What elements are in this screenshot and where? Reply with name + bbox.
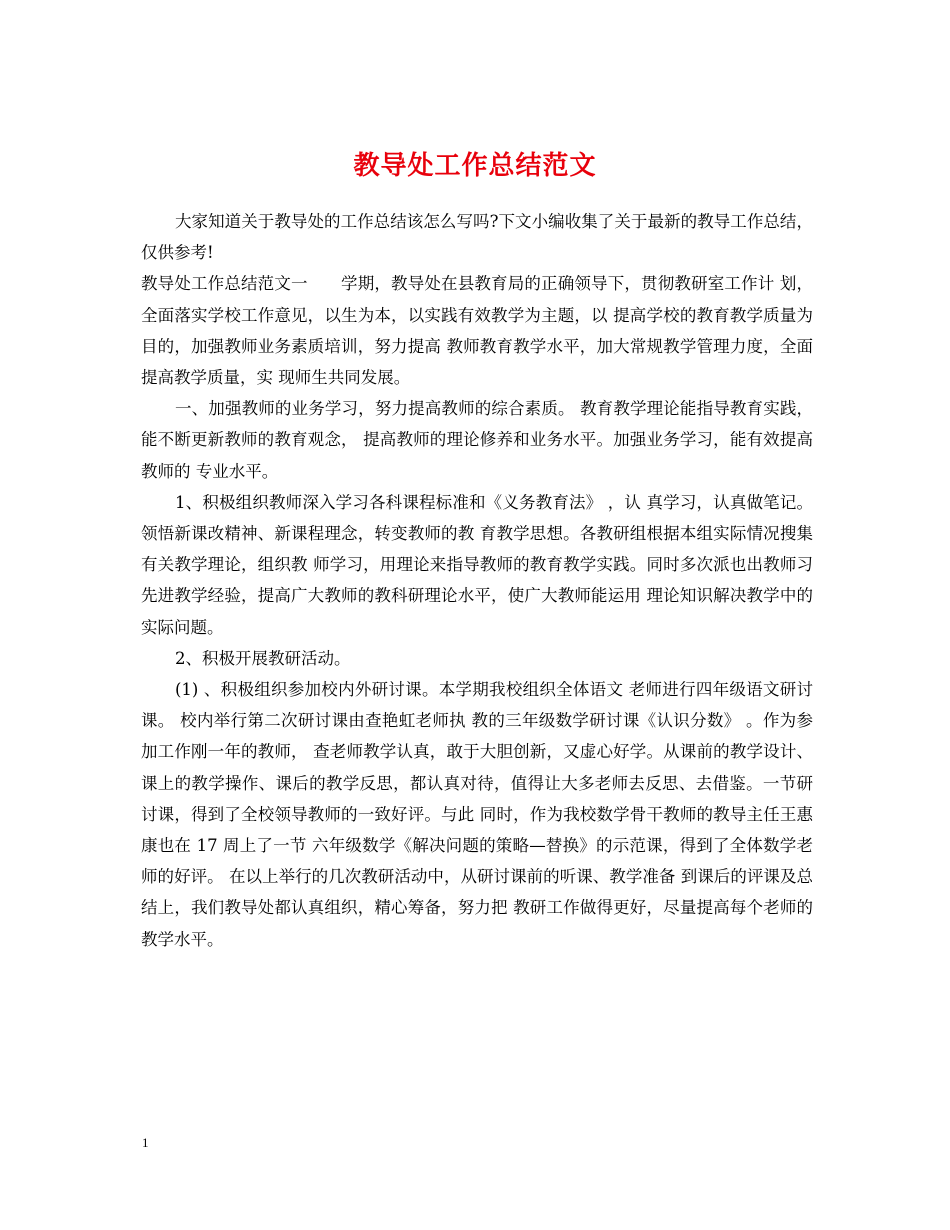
page-number: 1	[142, 1135, 149, 1150]
page-title: 教导处工作总结范文	[353, 151, 597, 182]
item-one-paragraph: 1、积极组织教师深入学习各科课程标准和《义务教育法》 ，认 真学习，认真做笔记。领悟新课改精神、新课程理念，转变教师的教 育教学思想。各教研组根据本组实际情况搜集有关教学理论，组织教 师学习，用理论来指导教师的教育教学实践。同时多次派也出教师习 先进教学经验，提高广大教师的教科研理论水平，使广大教师能运用 理论知识解决教学中的实际问题。	[141, 492, 819, 637]
summary-paragraph: 教导处工作总结范文一 学期，教导处在县教育局的正确领导下，贯彻教研室工作计 划，全面落实学校工作意见，以生为本，以实践有效教学为主题，以 提高学校的教育教学质量为目的，加强教师业务素质培训，努力提高 教师教育教学水平，加大常规教学管理力度，全面提高教学质量，实 现师生共同发展。	[141, 274, 813, 388]
intro-paragraph: 大家知道关于教导处的工作总结该怎么写吗?下文小编收集了关于最新的教导工作总结，仅供参考!	[141, 212, 813, 263]
item-two-heading: 2、积极开展教研活动。	[175, 648, 351, 668]
body-text	[141, 206, 819, 955]
research-activity-paragraph: (1) 、积极组织参加校内外研讨课。本学期我校组织全体语文 老师进行四年级语文研讨课。 校内举行第二次研讨课由查艳虹老师执 教的三年级数学研讨课《认识分数》 。作为参加工作刚一年的教师， 查老师教学认真，敢于大胆创新，又虚心好学。从课前的教学设计、 课上的教学操作、课后的教学反思，都认真对待，值得让大多老师去反思、去借鉴。一节研讨课，得到了全校领导教师的一致好评。与此 同时，作为我校数学骨干教师的教导主任王惠康也在 17 周上了一节 六年级数学《解决问题的策略—替换》的示范课，得到了全体数学老 师的好评。 在以上举行的几次教研活动中，从研讨课前的听课、教学准备 到课后的评课及总结上，我们教导处都认真组织，精心筹备，努力把 教研工作做得更好，尽量提高每个老师的教学水平。	[141, 680, 819, 949]
section-one-paragraph: 一、加强教师的业务学习，努力提高教师的综合素质。 教育教学理论能指导教育实践，能不断更新教师的教育观念， 提高教师的理论修养和业务水平。加强业务学习，能有效提高教师的 专业水平。	[141, 399, 813, 481]
